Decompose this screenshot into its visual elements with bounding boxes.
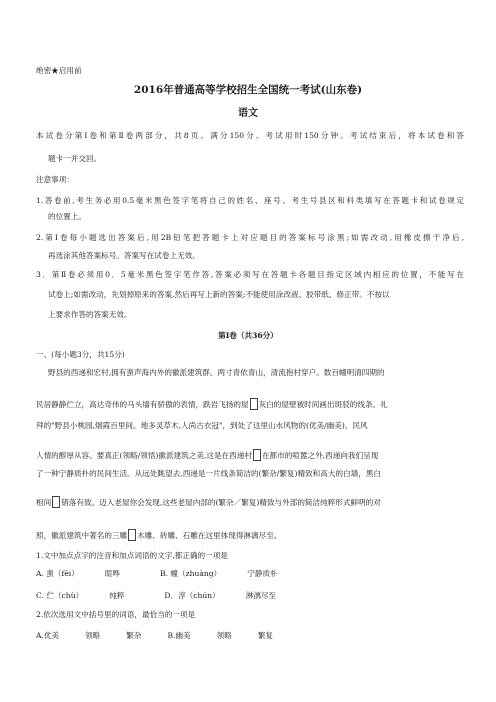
option-a: A. 蜚（fěi） <box>36 569 79 578</box>
option-b: B.幽美 <box>167 631 191 640</box>
option-d-word: 淋漓尽至 <box>245 591 277 600</box>
passage-line-1: 野县的西递和宏村,拥有蜚声海内外的徽派建筑群。两寸青依青山，清流抱村穿户。数百幢明清四期的 <box>48 368 385 377</box>
note-2-line-1: 2.第Ⅰ卷每小题选出答案后,用2B铅笔把答题卡上对应题目的答案标号涂黑;如需改动,用橡皮擦干净后, <box>36 233 464 242</box>
note-1-line-2: 的位置上。 <box>48 212 86 221</box>
option-b-word: 宁静质朴 <box>247 569 278 578</box>
note-1-line-1: 1.答卷前,考生务必用0.5毫米黑色签字笔将自己的姓名、座号、考生号县区和科类填写在答题卡和试卷规定 <box>36 196 464 205</box>
passage-line-5: 了一种宁静质朴的民间生活。从远处眺望去,西递是一片线条简洁的(繁杂/繁复)精致和高大的白墙，黑白 <box>36 469 382 478</box>
passage-line-3: 拜的"野县小桃园,烟霞百里间。地多灵草木,人尚古衣冠"，到处了这里山水风物的(优美/幽美)，民风 <box>36 421 368 430</box>
passage-line-2 <box>36 399 388 411</box>
passage-text: 错落有致。迈入老屋你会发现,这些老屋内部的(繁杂／繁复)精致与外部的简洁纯粹形式鲜明的对 <box>61 498 381 507</box>
passage-text: 灰白的屋壁被时间画出斑驳的线条。礼 <box>258 400 388 409</box>
passage-text: 相间 <box>36 498 52 507</box>
option-a-word: 暄哗 <box>104 569 121 578</box>
passage-text: 民居静静伫立，高达奇伟的马头墙有骄傲 <box>36 400 173 409</box>
blank-box <box>253 449 261 461</box>
section-title: 第Ⅰ卷（共36分） <box>218 331 278 340</box>
passage-text: 照，徽派建筑中著名的三雕 <box>36 531 128 540</box>
subject-title: 语文 <box>238 108 258 119</box>
passage-line-7 <box>36 530 281 542</box>
part-heading: 一、(每小题3分，共15分) <box>36 350 125 359</box>
note-3-line-2: 试卷上;如需改动，先划掉原来的答案,然后再写上新的答案;不能使用涂改液、胶带纸、修正带。不按以 <box>48 290 390 299</box>
notes-heading: 注意事项： <box>36 175 74 184</box>
note-3-line-3: 上要求作答的答案无效。 <box>48 310 132 319</box>
note-2-line-2: 再选涂其他答案标号。答案写在试卷上无效。 <box>48 251 200 260</box>
passage-text: 在都市的喧嚣之外,西递向我们呈现 <box>261 451 379 460</box>
question-1-options-cd <box>36 591 276 601</box>
option-b-word-2: 领略 <box>216 631 232 640</box>
option-c: C. 伫（chù） <box>36 591 84 600</box>
option-a: A.优美 <box>36 631 60 640</box>
option-d: D．淳（chún） <box>164 591 220 600</box>
option-c-word: 纯粹 <box>109 591 125 600</box>
blank-box <box>128 529 136 541</box>
secret-label: 绝密★启用前 <box>36 66 82 75</box>
intro-line-2: 题卡一并交回。 <box>48 154 102 163</box>
note-3-line-1: 3．第Ⅱ卷必须用0．5毫米黑色签字笔作答,答案必须写在答题卡各题目指定区域内相应的位置，不能写在 <box>36 270 464 279</box>
question-2-stem: 2.依次选用文中括号里的词语，最恰当的一项是 <box>36 610 196 619</box>
question-2-options-ab <box>36 631 273 641</box>
passage-line-6 <box>36 497 381 509</box>
question-1-stem: 1.文中加点点字的注音和加点词语的文字,都正确的一项是 <box>36 551 228 560</box>
option-a-word-3: 繁杂 <box>126 631 142 640</box>
blank-box <box>250 398 258 410</box>
question-1-options-ab <box>36 569 278 579</box>
exam-title: 2016年普通高等学校招生全国统一考试(山东卷) <box>133 84 363 96</box>
blank-box <box>52 496 60 508</box>
option-b: B. 幢（zhuàng） <box>160 569 222 578</box>
passage-text: 木雕、砖雕、石雕在这里体现得淋漓尽至。 <box>137 531 282 540</box>
option-a-word-2: 领略 <box>85 631 101 640</box>
intro-line-1: 本试卷分第Ⅰ卷和第Ⅱ卷两部分，共8页。满分150分。考试用时150分钟。考试结束后，将本试卷和答 <box>36 131 464 140</box>
passage-text: 的表情，跌岩飞扬的屋 <box>172 400 249 409</box>
option-b-word-3: 繁复 <box>257 631 274 640</box>
passage-text: 人情的醇厚从容。要真正(领略/领悟)徽派建筑之美,这是在西递村 <box>36 451 252 460</box>
passage-line-4 <box>36 450 378 462</box>
